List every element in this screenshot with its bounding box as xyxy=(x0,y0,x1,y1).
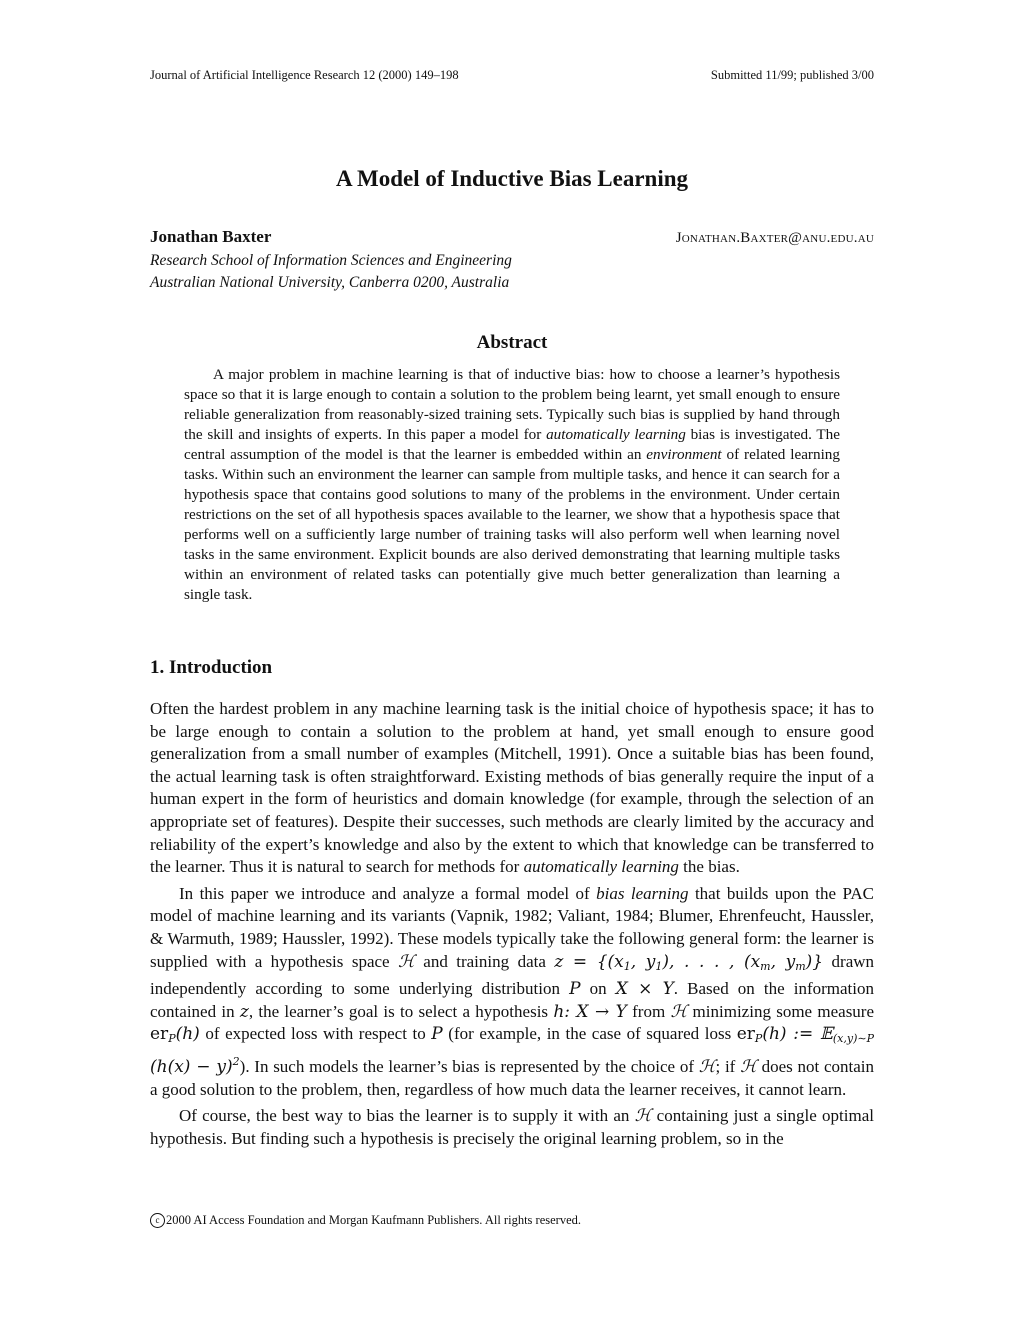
paper-title: A Model of Inductive Bias Learning xyxy=(335,166,689,191)
affiliation-university: Australian National University, Canberra 0200, Australia xyxy=(150,274,510,291)
journal-citation: Journal of Artificial Intelligence Research 12 (2000) 149–198 xyxy=(150,68,459,82)
abstract-text: A major problem in machine learning is that of inductive bias: how to choose a learner’s hypothesis space so that it is large enough to contain a solution to the problem being learnt, yet small enough to ensure reliable generalization from reasonably-sized training sets. Typically such bias is supplied by hand through the skill and insights of experts. In this paper a model for automatically learning bias is investigated. The central assumption of the model is that the learner is embedded within an environment of related learning tasks. Within such an environment the learner can sample from multiple tasks, and hence it can search for a hypothesis space that contains good solutions to many of the problems in the environment. Under certain restrictions on the set of all hypothesis spaces available to the learner, we show that a hypothesis space that performs well on a sufficiently large number of training tasks will also perform well when learning novel tasks in the same environment. Explicit bounds are also derived demonstrating that learning multiple tasks within an environment of related tasks can potentially give much better generalization than learning a single task. xyxy=(184,366,840,603)
affiliation-institute: Research School of Information Sciences and Engineering xyxy=(150,252,512,269)
paragraph: Often the hardest problem in any machine learning task is the initial choice of hypothesis space; it has to be large enough to contain a solution to the problem at hand, yet small enough to ensure good generalization from a small number of examples (Mitchell, 1991). Once a suitable bias has been found, the actual learning task is often straightforward. Existing methods of bias generally require the input of a human expert in the form of heuristics and domain knowledge (for example, through the selection of an appropriate set of features). Despite their successes, such methods are clearly limited by the accuracy and reliability of the expert’s knowledge and also by the extent to which that knowledge can be transferred to the learner. Thus it is natural to search for methods for automatically learning the bias. xyxy=(150,699,874,877)
author-name: Jonathan Baxter xyxy=(150,227,272,246)
paragraph: In this paper we introduce and analyze a formal model of bias learning that builds upon the PAC model of machine learning and its variants (Vapnik, 1982; Valiant, 1984; Blumer, Ehrenfeucht, Haussler, & Warmuth, 1989; Haussler, 1992). These models typically take the following general form: the learner is supplied with a hypothesis space ℋ and training data $z = \{(x_1$, $y_1$), . . . , ($x_m$, $y_m$)} drawn independently according to some underlying distribution P on X × Y. Based on the information contained in z, the learner’s goal is to select a hypothesis h: X → Y from ℋ minimizing some measure $er_P(h)$ of expected loss with respect to P (for example, in the case of squared loss $er_P(h)$ := 𝔼$_{(x,y)\sim P}$ $(h(x) - y)^2$). In such models the learner’s bias is represented by the choice of ℋ; if ℋ does not contain a good solution to the problem, then, regardless of how much data the learner receives, it cannot learn. xyxy=(150,883,875,1099)
running-head xyxy=(150,68,874,83)
copyright-text: 2000 AI Access Foundation and Morgan Kaufmann Publishers. All rights reserved. xyxy=(166,1213,581,1227)
section-heading-introduction: 1. Introduction xyxy=(150,657,273,678)
copyright-footer xyxy=(150,1213,581,1228)
paragraph: Of course, the best way to bias the learner is to supply it with an ℋ containing just a single optimal hypothesis. But finding such a hypothesis is precisely the original learning problem, so in the xyxy=(150,1106,874,1148)
author-block xyxy=(150,227,874,294)
introduction-body xyxy=(150,698,874,1154)
copyright-icon: c xyxy=(150,1213,165,1228)
author-email: Jonathan.Baxter@anu.edu.au xyxy=(675,230,874,246)
abstract-heading: Abstract xyxy=(476,332,548,353)
submission-dates: Submitted 11/99; published 3/00 xyxy=(710,68,874,82)
